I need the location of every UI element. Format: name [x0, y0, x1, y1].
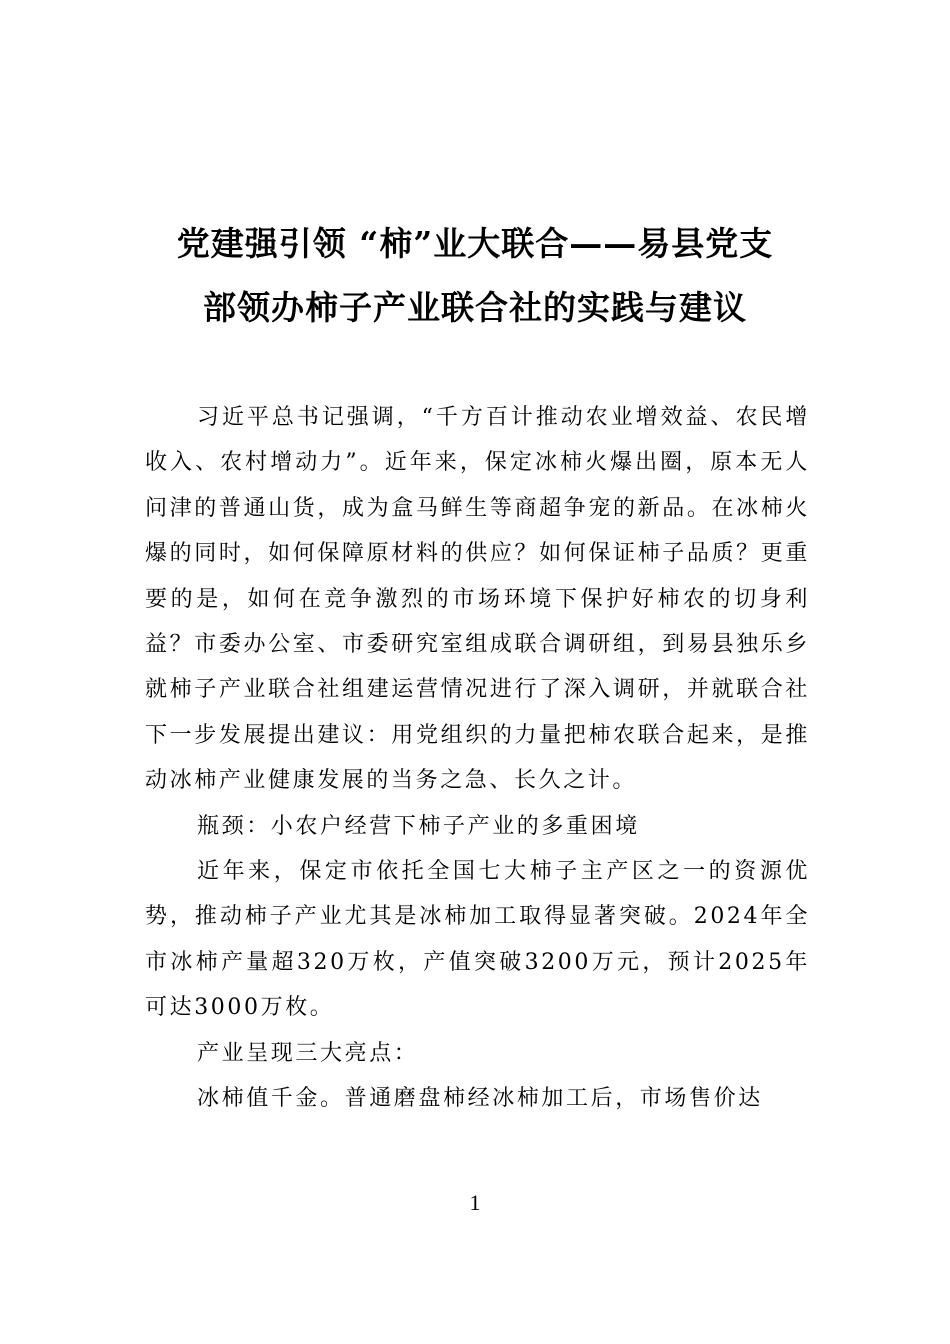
- page-number: 1: [469, 1190, 481, 1215]
- document-title: [120, 212, 830, 340]
- document-body: [145, 395, 810, 1122]
- section-heading-bottleneck: 瓶颈：小农户经营下柿子产业的多重困境: [197, 813, 640, 839]
- paragraph-highlights-intro: 产业呈现三大亮点：: [197, 1040, 419, 1066]
- title-line-2: 部领办柿子产业联合社的实践与建议: [203, 288, 747, 328]
- paragraph-intro: 习近平总书记强调，“千方百计推动农业增效益、农民增收入、农村增动力”。近年来，保定冰柿火爆出圈，原本无人问津的普通山货，成为盒马鲜生等商超争宠的新品。在冰柿火爆的同时，如何保障原材料的供应？如何保证柿子品质？更重要的是，如何在竞争激烈的市场环境下保护好柿农的切身利益？市委办公室、市委研究室组成联合调研组，到易县独乐乡就柿子产业联合社组建运营情况进行了深入调研，并就联合社下一步发展提出建议：用党组织的力量把柿农联合起来，是推动冰柿产业健康发展的当务之急、长久之计。: [145, 405, 810, 794]
- paragraph-highlight-1: 冰柿值千金。普通磨盘柿经冰柿加工后，市场售价达: [197, 1086, 763, 1112]
- title-line-1: 党建强引领 “柿”业大联合——易县党支: [176, 224, 774, 264]
- paragraph-industry-overview: 近年来，保定市依托全国七大柿子主产区之一的资源优势，推动柿子产业尤其是冰柿加工取得显著突破。2024年全市冰柿产量超320万枚，产值突破3200万元，预计2025年可达3000万枚。: [145, 859, 810, 1021]
